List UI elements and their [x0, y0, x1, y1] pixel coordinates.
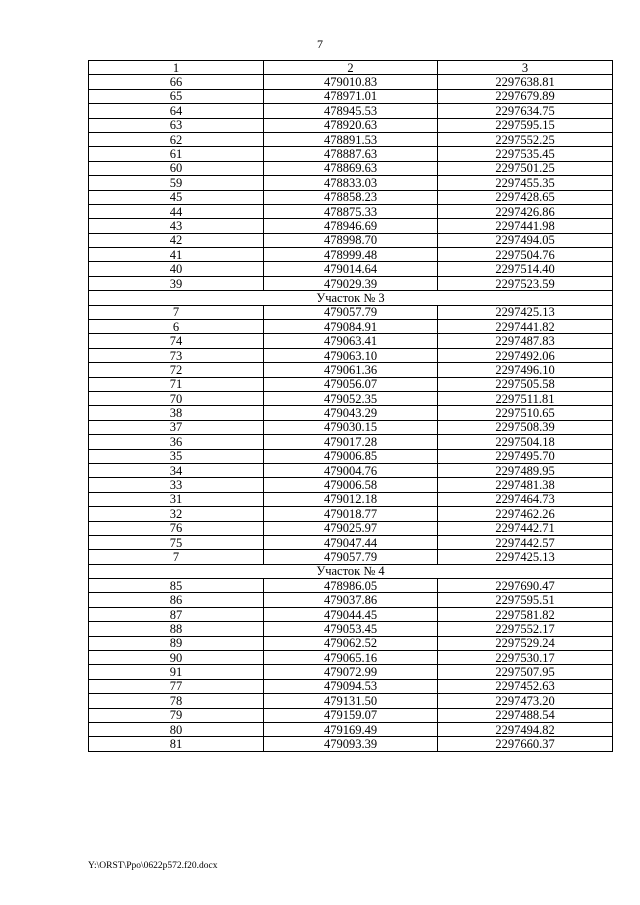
x-coordinate-cell: 479084.91: [264, 320, 438, 334]
table-row: [89, 161, 613, 175]
x-coordinate-cell: 478875.33: [264, 204, 438, 218]
point-number-cell: 66: [89, 75, 264, 89]
table-row: [89, 377, 613, 391]
table-row: [89, 334, 613, 348]
table-row: [89, 708, 613, 722]
point-number-cell: 35: [89, 449, 264, 463]
table-row: [89, 276, 613, 290]
x-coordinate-cell: 479072.99: [264, 665, 438, 679]
table-header-row: [89, 61, 613, 75]
point-number-cell: 38: [89, 406, 264, 420]
table-row: [89, 233, 613, 247]
y-coordinate-cell: 2297481.38: [438, 478, 613, 492]
x-coordinate-cell: 478891.53: [264, 132, 438, 146]
point-number-cell: 90: [89, 651, 264, 665]
y-coordinate-cell: 2297595.15: [438, 118, 613, 132]
point-number-cell: 40: [89, 262, 264, 276]
point-number-cell: 89: [89, 636, 264, 650]
x-coordinate-cell: 479017.28: [264, 435, 438, 449]
y-coordinate-cell: 2297494.82: [438, 722, 613, 736]
y-coordinate-cell: 2297552.25: [438, 132, 613, 146]
x-coordinate-cell: 478986.05: [264, 579, 438, 593]
table-row: [89, 262, 613, 276]
table-row: [89, 579, 613, 593]
y-coordinate-cell: 2297442.57: [438, 535, 613, 549]
section-title: Участок № 4: [89, 564, 613, 578]
y-coordinate-cell: 2297473.20: [438, 694, 613, 708]
table-row: [89, 435, 613, 449]
x-coordinate-cell: 479169.49: [264, 722, 438, 736]
x-coordinate-cell: 479037.86: [264, 593, 438, 607]
y-coordinate-cell: 2297634.75: [438, 104, 613, 118]
y-coordinate-cell: 2297595.51: [438, 593, 613, 607]
x-coordinate-cell: 479062.52: [264, 636, 438, 650]
table-row: [89, 348, 613, 362]
column-header-3: 3: [438, 61, 613, 75]
point-number-cell: 6: [89, 320, 264, 334]
y-coordinate-cell: 2297552.17: [438, 622, 613, 636]
y-coordinate-cell: 2297523.59: [438, 276, 613, 290]
y-coordinate-cell: 2297442.71: [438, 521, 613, 535]
table-row: [89, 89, 613, 103]
y-coordinate-cell: 2297581.82: [438, 607, 613, 621]
y-coordinate-cell: 2297508.39: [438, 420, 613, 434]
point-number-cell: 61: [89, 147, 264, 161]
point-number-cell: 7: [89, 305, 264, 319]
table-row: [89, 722, 613, 736]
table-row: [89, 219, 613, 233]
point-number-cell: 31: [89, 492, 264, 506]
point-number-cell: 65: [89, 89, 264, 103]
table-row: [89, 449, 613, 463]
y-coordinate-cell: 2297496.10: [438, 363, 613, 377]
point-number-cell: 7: [89, 550, 264, 564]
x-coordinate-cell: 478946.69: [264, 219, 438, 233]
table-row: [89, 248, 613, 262]
x-coordinate-cell: 479056.07: [264, 377, 438, 391]
x-coordinate-cell: 479025.97: [264, 521, 438, 535]
table-row: [89, 463, 613, 477]
x-coordinate-cell: 479029.39: [264, 276, 438, 290]
table-row: [89, 665, 613, 679]
point-number-cell: 36: [89, 435, 264, 449]
table-row: [89, 190, 613, 204]
point-number-cell: 72: [89, 363, 264, 377]
x-coordinate-cell: 479093.39: [264, 737, 438, 751]
section-title: Участок № 3: [89, 291, 613, 305]
y-coordinate-cell: 2297425.13: [438, 550, 613, 564]
table-row: [89, 305, 613, 319]
x-coordinate-cell: 479063.41: [264, 334, 438, 348]
point-number-cell: 39: [89, 276, 264, 290]
y-coordinate-cell: 2297507.95: [438, 665, 613, 679]
y-coordinate-cell: 2297425.13: [438, 305, 613, 319]
point-number-cell: 80: [89, 722, 264, 736]
x-coordinate-cell: 479159.07: [264, 708, 438, 722]
x-coordinate-cell: 478869.63: [264, 161, 438, 175]
x-coordinate-cell: 478999.48: [264, 248, 438, 262]
y-coordinate-cell: 2297426.86: [438, 204, 613, 218]
x-coordinate-cell: 479012.18: [264, 492, 438, 506]
point-number-cell: 70: [89, 391, 264, 405]
x-coordinate-cell: 478971.01: [264, 89, 438, 103]
point-number-cell: 41: [89, 248, 264, 262]
x-coordinate-cell: 479044.45: [264, 607, 438, 621]
table-body: [89, 75, 613, 751]
x-coordinate-cell: 479043.29: [264, 406, 438, 420]
x-coordinate-cell: 479010.83: [264, 75, 438, 89]
point-number-cell: 74: [89, 334, 264, 348]
point-number-cell: 33: [89, 478, 264, 492]
y-coordinate-cell: 2297464.73: [438, 492, 613, 506]
table-row: [89, 679, 613, 693]
x-coordinate-cell: 479014.64: [264, 262, 438, 276]
x-coordinate-cell: 479030.15: [264, 420, 438, 434]
column-header-1: 1: [89, 61, 264, 75]
x-coordinate-cell: 478998.70: [264, 233, 438, 247]
point-number-cell: 73: [89, 348, 264, 362]
point-number-cell: 88: [89, 622, 264, 636]
point-number-cell: 91: [89, 665, 264, 679]
point-number-cell: 87: [89, 607, 264, 621]
y-coordinate-cell: 2297660.37: [438, 737, 613, 751]
y-coordinate-cell: 2297428.65: [438, 190, 613, 204]
point-number-cell: 45: [89, 190, 264, 204]
table-row: [89, 132, 613, 146]
y-coordinate-cell: 2297489.95: [438, 463, 613, 477]
y-coordinate-cell: 2297452.63: [438, 679, 613, 693]
point-number-cell: 59: [89, 176, 264, 190]
point-number-cell: 37: [89, 420, 264, 434]
x-coordinate-cell: 479061.36: [264, 363, 438, 377]
y-coordinate-cell: 2297511.81: [438, 391, 613, 405]
table-row: [89, 535, 613, 549]
y-coordinate-cell: 2297492.06: [438, 348, 613, 362]
table-row: [89, 118, 613, 132]
table-row: [89, 737, 613, 751]
table-row: [89, 507, 613, 521]
y-coordinate-cell: 2297638.81: [438, 75, 613, 89]
y-coordinate-cell: 2297679.89: [438, 89, 613, 103]
table-row: [89, 607, 613, 621]
x-coordinate-cell: 479052.35: [264, 391, 438, 405]
x-coordinate-cell: 479053.45: [264, 622, 438, 636]
point-number-cell: 60: [89, 161, 264, 175]
point-number-cell: 64: [89, 104, 264, 118]
table-row: [89, 406, 613, 420]
table-row: [89, 694, 613, 708]
point-number-cell: 63: [89, 118, 264, 132]
x-coordinate-cell: 479094.53: [264, 679, 438, 693]
y-coordinate-cell: 2297488.54: [438, 708, 613, 722]
x-coordinate-cell: 479018.77: [264, 507, 438, 521]
column-header-2: 2: [264, 61, 438, 75]
point-number-cell: 32: [89, 507, 264, 521]
point-number-cell: 62: [89, 132, 264, 146]
table-row: [89, 478, 613, 492]
point-number-cell: 75: [89, 535, 264, 549]
y-coordinate-cell: 2297494.05: [438, 233, 613, 247]
x-coordinate-cell: 479063.10: [264, 348, 438, 362]
x-coordinate-cell: 478833.03: [264, 176, 438, 190]
table-row: [89, 636, 613, 650]
y-coordinate-cell: 2297495.70: [438, 449, 613, 463]
table-row: [89, 420, 613, 434]
point-number-cell: 81: [89, 737, 264, 751]
table-row: [89, 176, 613, 190]
x-coordinate-cell: 478945.53: [264, 104, 438, 118]
y-coordinate-cell: 2297504.76: [438, 248, 613, 262]
point-number-cell: 85: [89, 579, 264, 593]
table-row: [89, 492, 613, 506]
table-row: [89, 391, 613, 405]
x-coordinate-cell: 478858.23: [264, 190, 438, 204]
point-number-cell: 76: [89, 521, 264, 535]
point-number-cell: 86: [89, 593, 264, 607]
x-coordinate-cell: 479065.16: [264, 651, 438, 665]
x-coordinate-cell: 479006.58: [264, 478, 438, 492]
table-row: [89, 550, 613, 564]
point-number-cell: 42: [89, 233, 264, 247]
coordinates-table: [88, 60, 613, 752]
y-coordinate-cell: 2297455.35: [438, 176, 613, 190]
point-number-cell: 44: [89, 204, 264, 218]
table-row: [89, 651, 613, 665]
section-row: [89, 564, 613, 578]
y-coordinate-cell: 2297505.58: [438, 377, 613, 391]
y-coordinate-cell: 2297462.26: [438, 507, 613, 521]
y-coordinate-cell: 2297510.65: [438, 406, 613, 420]
x-coordinate-cell: 479057.79: [264, 550, 438, 564]
table-row: [89, 593, 613, 607]
table-row: [89, 104, 613, 118]
table-row: [89, 75, 613, 89]
point-number-cell: 34: [89, 463, 264, 477]
footer-file-path: Y:\ORST\Ppo\0622p572.f20.docx: [88, 861, 218, 871]
section-row: [89, 291, 613, 305]
table-row: [89, 204, 613, 218]
y-coordinate-cell: 2297441.98: [438, 219, 613, 233]
x-coordinate-cell: 478920.63: [264, 118, 438, 132]
table-row: [89, 622, 613, 636]
y-coordinate-cell: 2297501.25: [438, 161, 613, 175]
y-coordinate-cell: 2297441.82: [438, 320, 613, 334]
y-coordinate-cell: 2297535.45: [438, 147, 613, 161]
point-number-cell: 71: [89, 377, 264, 391]
y-coordinate-cell: 2297690.47: [438, 579, 613, 593]
point-number-cell: 77: [89, 679, 264, 693]
point-number-cell: 43: [89, 219, 264, 233]
x-coordinate-cell: 479004.76: [264, 463, 438, 477]
table-row: [89, 363, 613, 377]
x-coordinate-cell: 479057.79: [264, 305, 438, 319]
y-coordinate-cell: 2297504.18: [438, 435, 613, 449]
page-number: 7: [317, 37, 323, 51]
y-coordinate-cell: 2297487.83: [438, 334, 613, 348]
table-row: [89, 147, 613, 161]
y-coordinate-cell: 2297514.40: [438, 262, 613, 276]
table-row: [89, 521, 613, 535]
y-coordinate-cell: 2297530.17: [438, 651, 613, 665]
x-coordinate-cell: 479047.44: [264, 535, 438, 549]
x-coordinate-cell: 479131.50: [264, 694, 438, 708]
x-coordinate-cell: 479006.85: [264, 449, 438, 463]
point-number-cell: 78: [89, 694, 264, 708]
y-coordinate-cell: 2297529.24: [438, 636, 613, 650]
x-coordinate-cell: 478887.63: [264, 147, 438, 161]
point-number-cell: 79: [89, 708, 264, 722]
table-row: [89, 320, 613, 334]
